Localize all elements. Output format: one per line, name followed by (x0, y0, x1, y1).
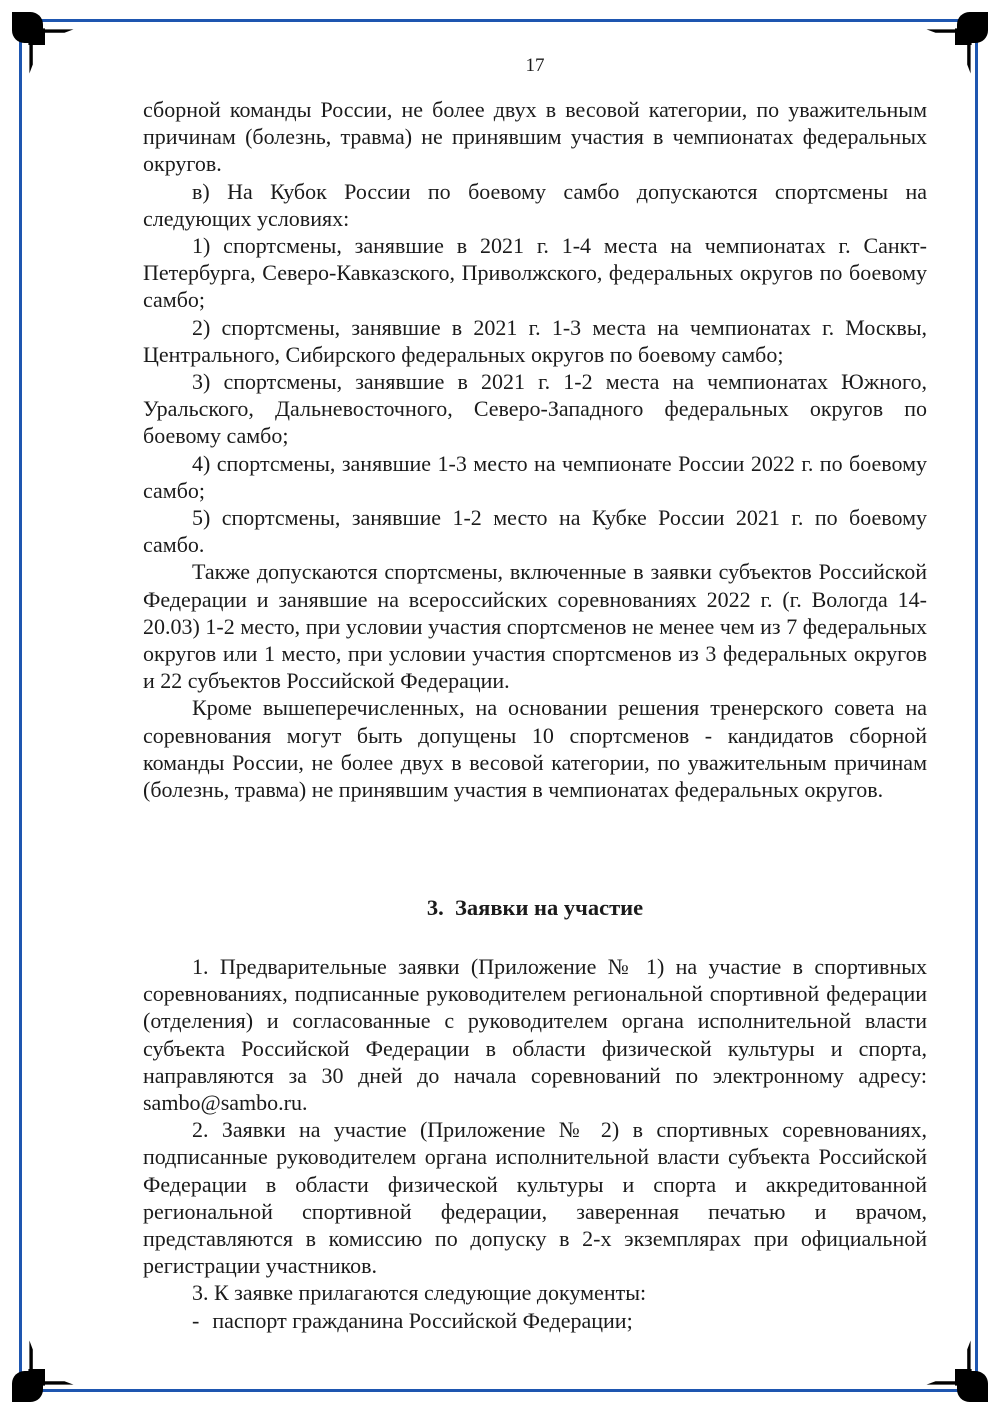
corner-ornament-icon (0, 1324, 90, 1414)
paragraph: в) На Кубок России по боевому самбо допускаются спортсмены на следующих условиях: (143, 178, 927, 231)
section-heading: 3. Заявки на участие (426, 895, 644, 920)
paragraph: 2) спортсмены, занявшие в 2021 г. 1-3 места на чемпионатах г. Москвы, Центрального, Сибирского федеральных округов по боевому самбо; (143, 314, 927, 367)
paragraph: 5) спортсмены, занявшие 1-2 место на Кубке России 2021 г. по боевому самбо. (143, 505, 927, 558)
paragraph: 1) спортсмены, занявшие в 2021 г. 1-4 места на чемпионатах г. Санкт-Петербурга, Северо-Кавказского, Приволжского, федеральных округов по боевому самбо; (143, 233, 927, 313)
list-item (143, 1307, 927, 1334)
corner-ornament-icon (0, 0, 90, 90)
paragraph: 2. Заявки на участие (Приложение № 2) в спортивных соревнованиях, подписанные руководителем органа исполнительной власти субъекта Российской Федерации в области физической культуры и спорта и аккредитованной региональной спортивной федерации, заверенная печатью и врачом, представляются в комиссию по допуску в 2-х экземплярах при официальной регистрации участников. (143, 1117, 927, 1279)
paragraph: 3) спортсмены, занявшие в 2021 г. 1-2 места на чемпионатах Южного, Уральского, Дальневосточного, Северо-Западного федеральных округов по боевому самбо; (143, 369, 927, 449)
paragraph: 1. Предварительные заявки (Приложение № 1) на участие в спортивных соревнованиях, подписанные руководителем региональной спортивной федерации (отделения) и согласованные с руководителем органа исполнительной власти субъекта Российской Федерации в области физической культуры и спорта, направляются за 30 дней до начала соревнований по электронному адресу: sambo@sambo.ru. (143, 954, 927, 1116)
paragraph: 3. К заявке прилагаются следующие документы: (192, 1280, 647, 1306)
corner-ornament-icon (910, 1324, 1000, 1414)
paragraph: 4) спортсмены, занявшие 1-3 место на чемпионате России 2022 г. по боевому самбо; (143, 450, 927, 503)
paragraph: Также допускаются спортсмены, включенные в заявки субъектов Российской Федерации и занявшие на всероссийских соревнованиях 2022 г. (г. Вологда 14-20.03) 1-2 место, при условии участия спортсменов не менее чем из 7 федеральных округов или 1 место, при условии участия спортсменов из 3 федеральных округов и 22 субъектов Российской Федерации. (143, 559, 927, 694)
list-item-text: паспорт гражданина Российской Федерации; (212, 1307, 633, 1333)
body-text-upper (143, 96, 927, 803)
paragraph: Кроме вышеперечисленных, на основании решения тренерского совета на соревнования могут быть допущены 10 спортсменов - кандидатов сборной команды России, не более двух в весовой категории, по уважительным причинам (болезнь, травма) не принявшим участия в чемпионатах федеральных округов. (143, 695, 927, 803)
paragraph: сборной команды России, не более двух в весовой категории, по уважительным причинам (болезнь, травма) не принявшим участия в чемпионатах федеральных округов. (143, 97, 927, 177)
page-number: 17 (525, 55, 545, 76)
body-text-lower (143, 953, 927, 1334)
list-dash: - (192, 1307, 200, 1333)
